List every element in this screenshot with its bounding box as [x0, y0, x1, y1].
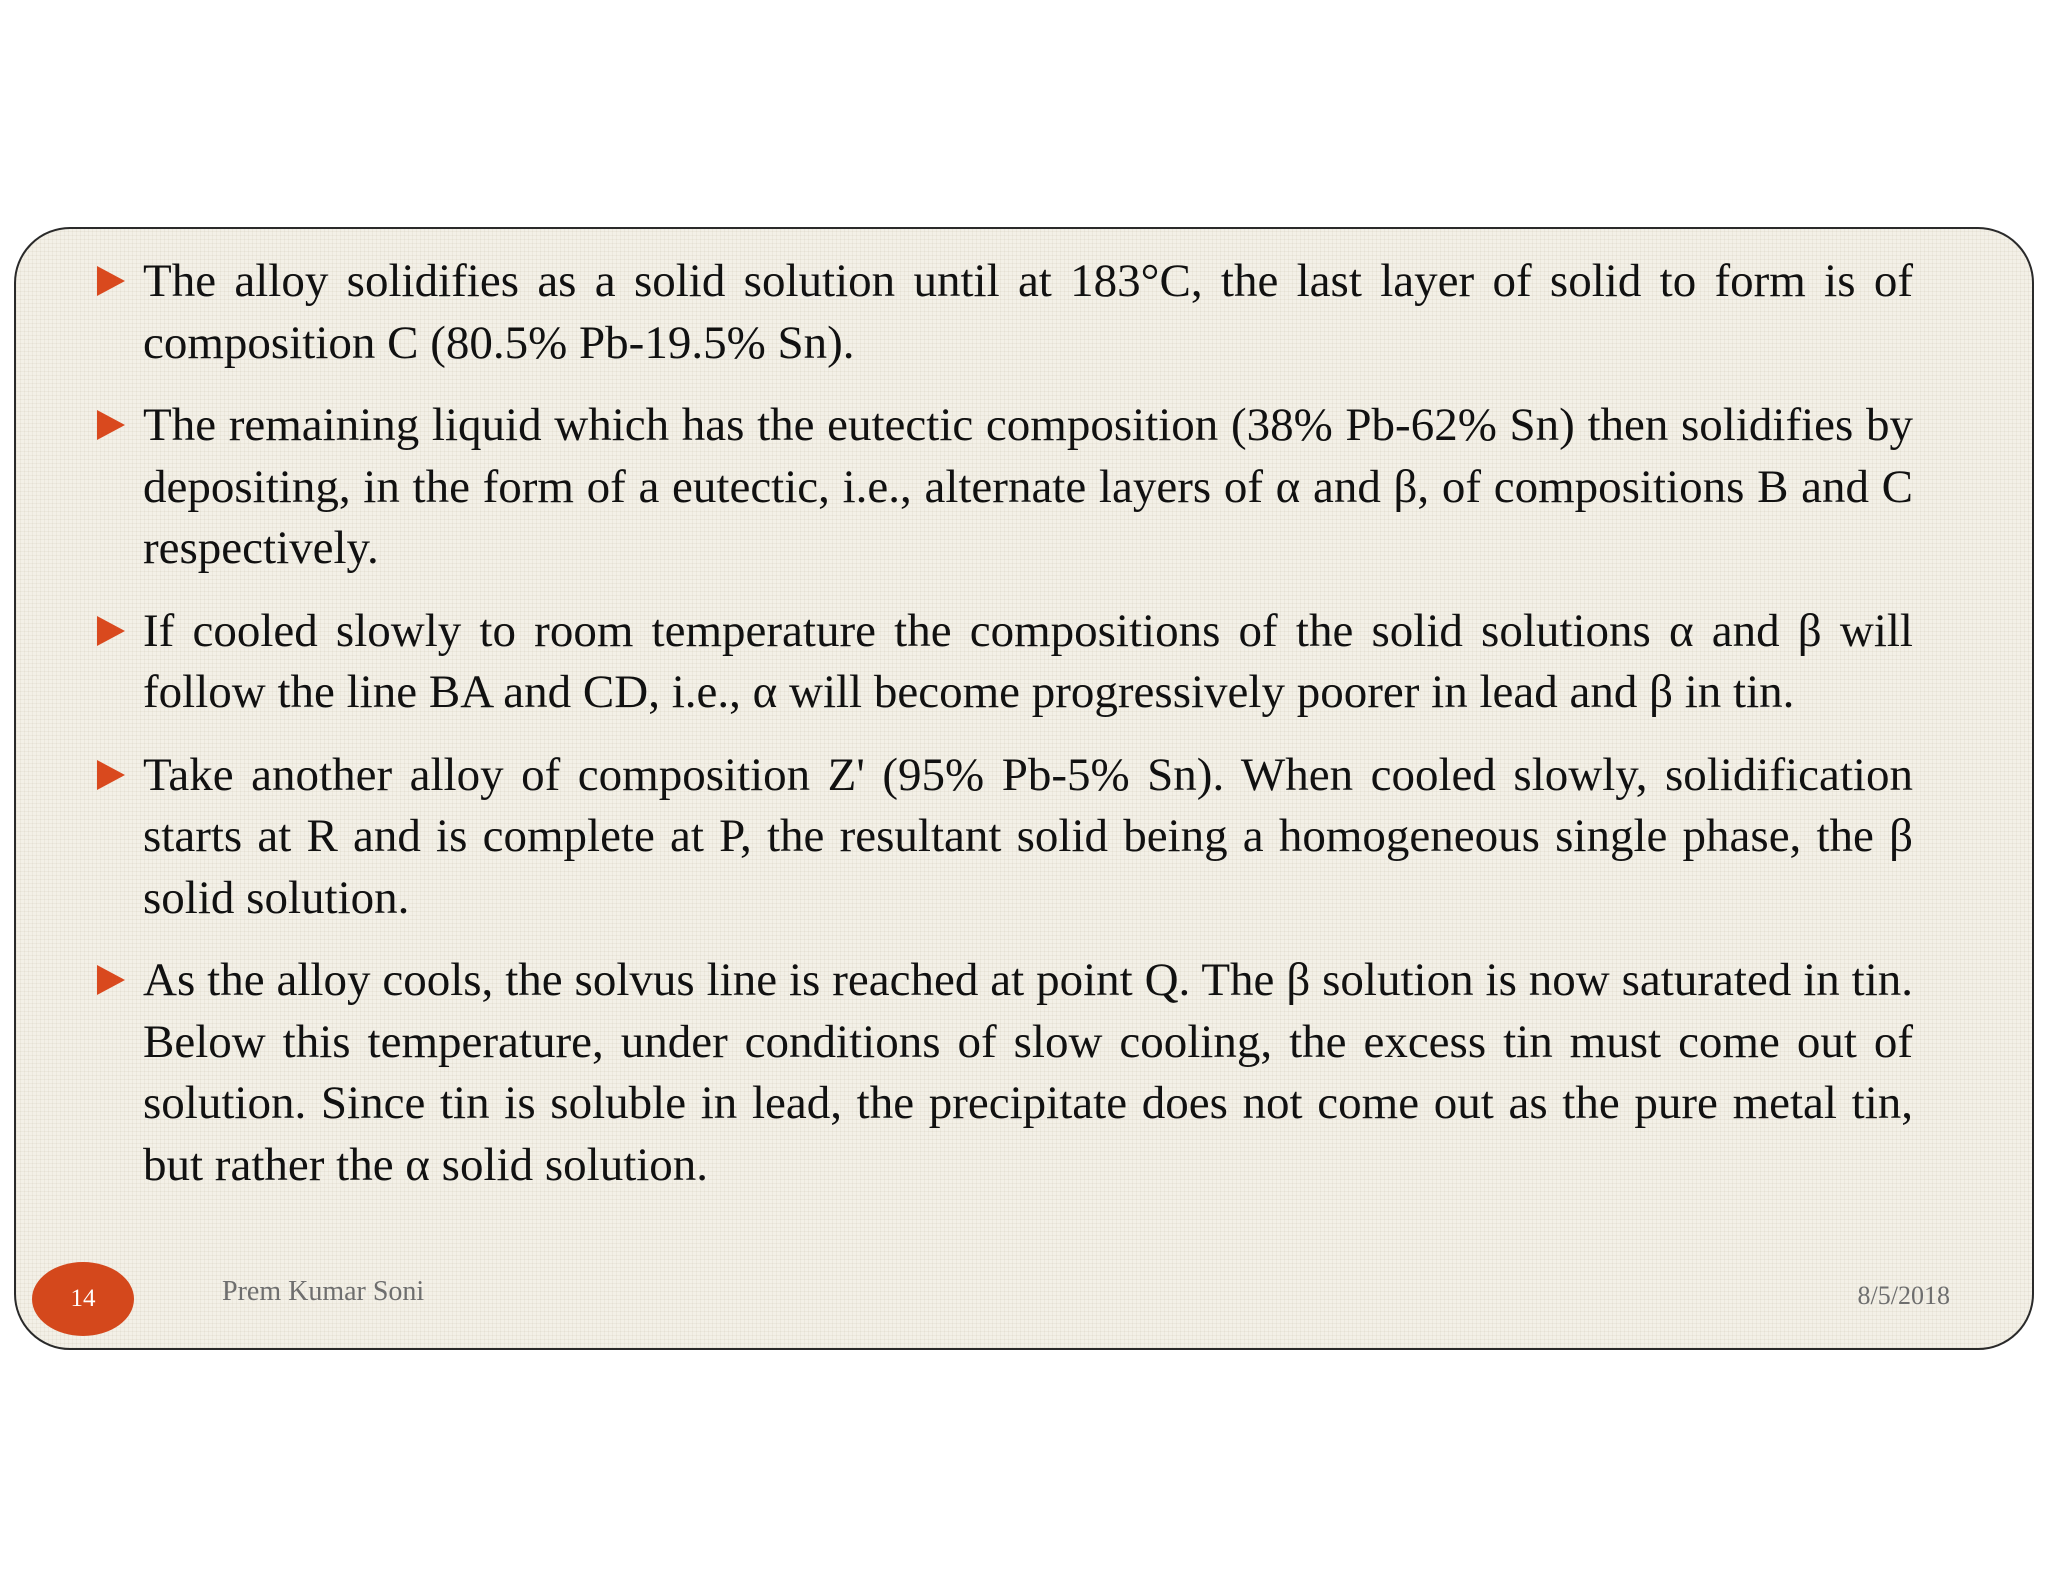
bullet-item [143, 395, 1913, 580]
bullet-text: The alloy solidifies as a solid solution until at 183°C, the last layer of solid to form is of composition C (80.5% Pb-19.5% Sn). [143, 255, 1913, 369]
page-number-badge: 14 [32, 1262, 134, 1336]
bullet-text: If cooled slowly to room temperature the compositions of the solid solutions α and β will follow the line BA and CD, i.e., α will become progressively poorer in lead and β in tin. [143, 604, 1913, 718]
bullet-item [143, 745, 1913, 930]
bullet-list [143, 251, 1913, 1217]
footer-author: Prem Kumar Soni [222, 1276, 425, 1307]
triangle-bullet-icon [97, 266, 125, 296]
bullet-text: As the alloy cools, the solvus line is reached at point Q. The β solution is now saturated in tin. Below this temperature, under conditions of slow cooling, the excess tin must come out of solution. Since tin is soluble in lead, the precipitate does not come out as the pure metal tin, but rather the α solid solution. [143, 954, 1913, 1191]
slide [14, 227, 2034, 1350]
footer-date: 8/5/2018 [1857, 1281, 1950, 1310]
bullet-item [143, 251, 1913, 374]
triangle-bullet-icon [97, 410, 125, 440]
triangle-bullet-icon [97, 616, 125, 646]
triangle-bullet-icon [97, 965, 125, 995]
bullet-item [143, 601, 1913, 724]
bullet-item [143, 950, 1913, 1196]
bullet-text: The remaining liquid which has the eutectic composition (38% Pb-62% Sn) then solidifies by depositing, in the form of a eutectic, i.e., alternate layers of α and β, of compositions B and C respectively. [143, 399, 1913, 574]
triangle-bullet-icon [97, 760, 125, 790]
bullet-text: Take another alloy of composition Z' (95% Pb-5% Sn). When cooled slowly, solidification starts at R and is complete at P, the resultant solid being a homogeneous single phase, the β solid solution. [143, 748, 1913, 924]
